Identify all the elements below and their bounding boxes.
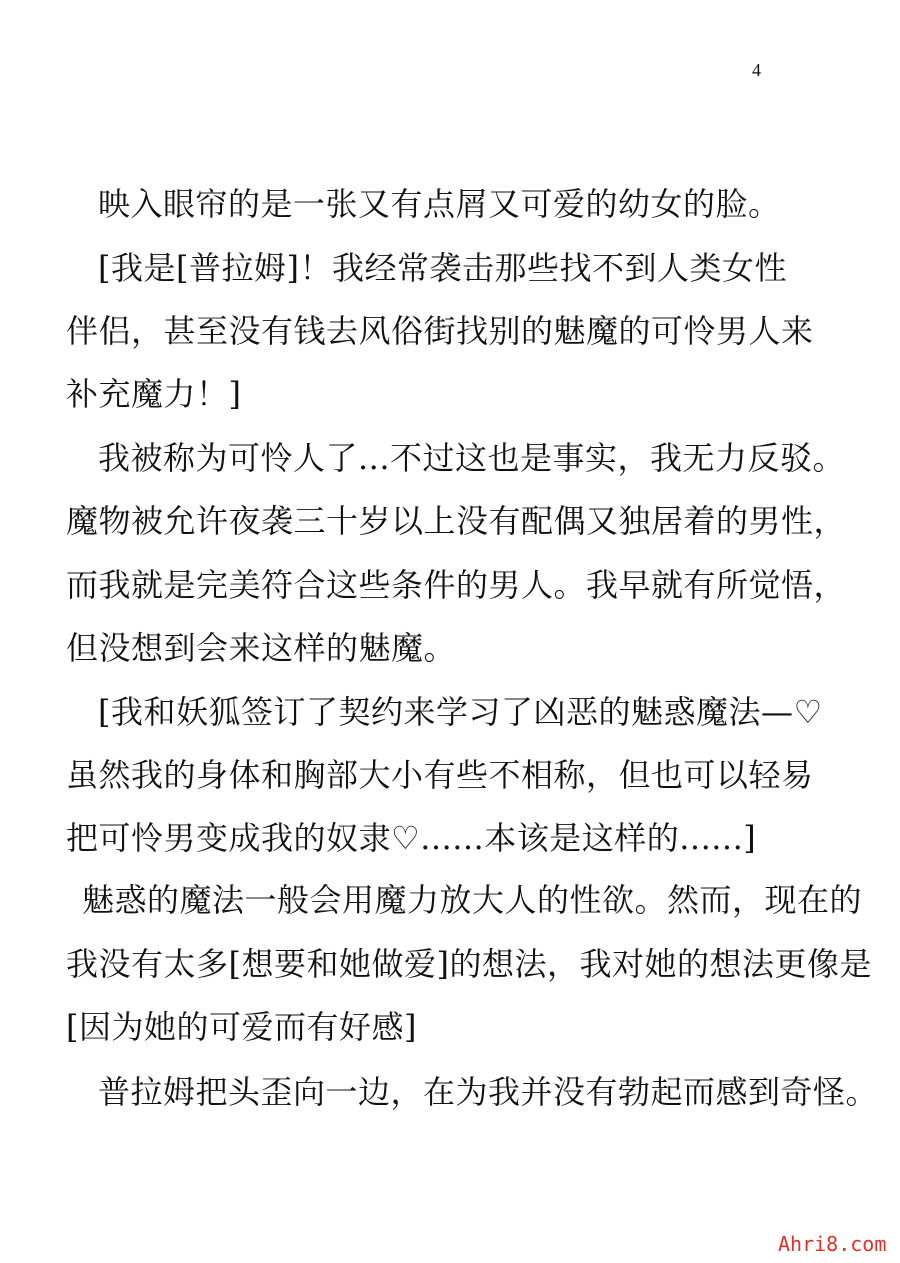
watermark: Ahri8.com [778, 1232, 887, 1256]
text-line: 映入眼帘的是一张又有点屑又可爱的幼女的脸。 [98, 185, 781, 223]
text-line: 而我就是完美符合这些条件的男人。我早就有所觉悟， [66, 566, 847, 604]
text-line: 但没想到会来这样的魅魔。 [66, 629, 457, 667]
text-line: 魔物被允许夜袭三十岁以上没有配偶又独居着的男性， [66, 502, 847, 540]
text-line: 我被称为可怜人了...不过这也是事实，我无力反驳。 [98, 439, 846, 477]
text-line: 补充魔力！] [66, 375, 242, 413]
text-line: [因为她的可爱而有好感] [66, 1008, 417, 1046]
text-line: [我和妖狐签订了契约来学习了凶恶的魅惑魔法—♡ [98, 693, 823, 731]
text-line: 魅惑的魔法一般会用魔力放大人的性欲。然而，现在的 [82, 881, 863, 919]
text-line: 伴侣，甚至没有钱去风俗街找别的魅魔的可怜男人来 [66, 312, 814, 350]
page-number: 4 [752, 60, 761, 80]
text-line: [我是[普拉姆]！我经常袭击那些找不到人类女性 [98, 249, 787, 287]
text-line: 虽然我的身体和胸部大小有些不相称，但也可以轻易 [66, 756, 814, 794]
text-line: 我没有太多[想要和她做爱]的想法，我对她的想法更像是 [66, 945, 872, 983]
text-line: 普拉姆把头歪向一边，在为我并没有勃起而感到奇怪。 [98, 1073, 879, 1111]
text-line: 把可怜男变成我的奴隶♡......本该是这样的......] [66, 819, 757, 857]
